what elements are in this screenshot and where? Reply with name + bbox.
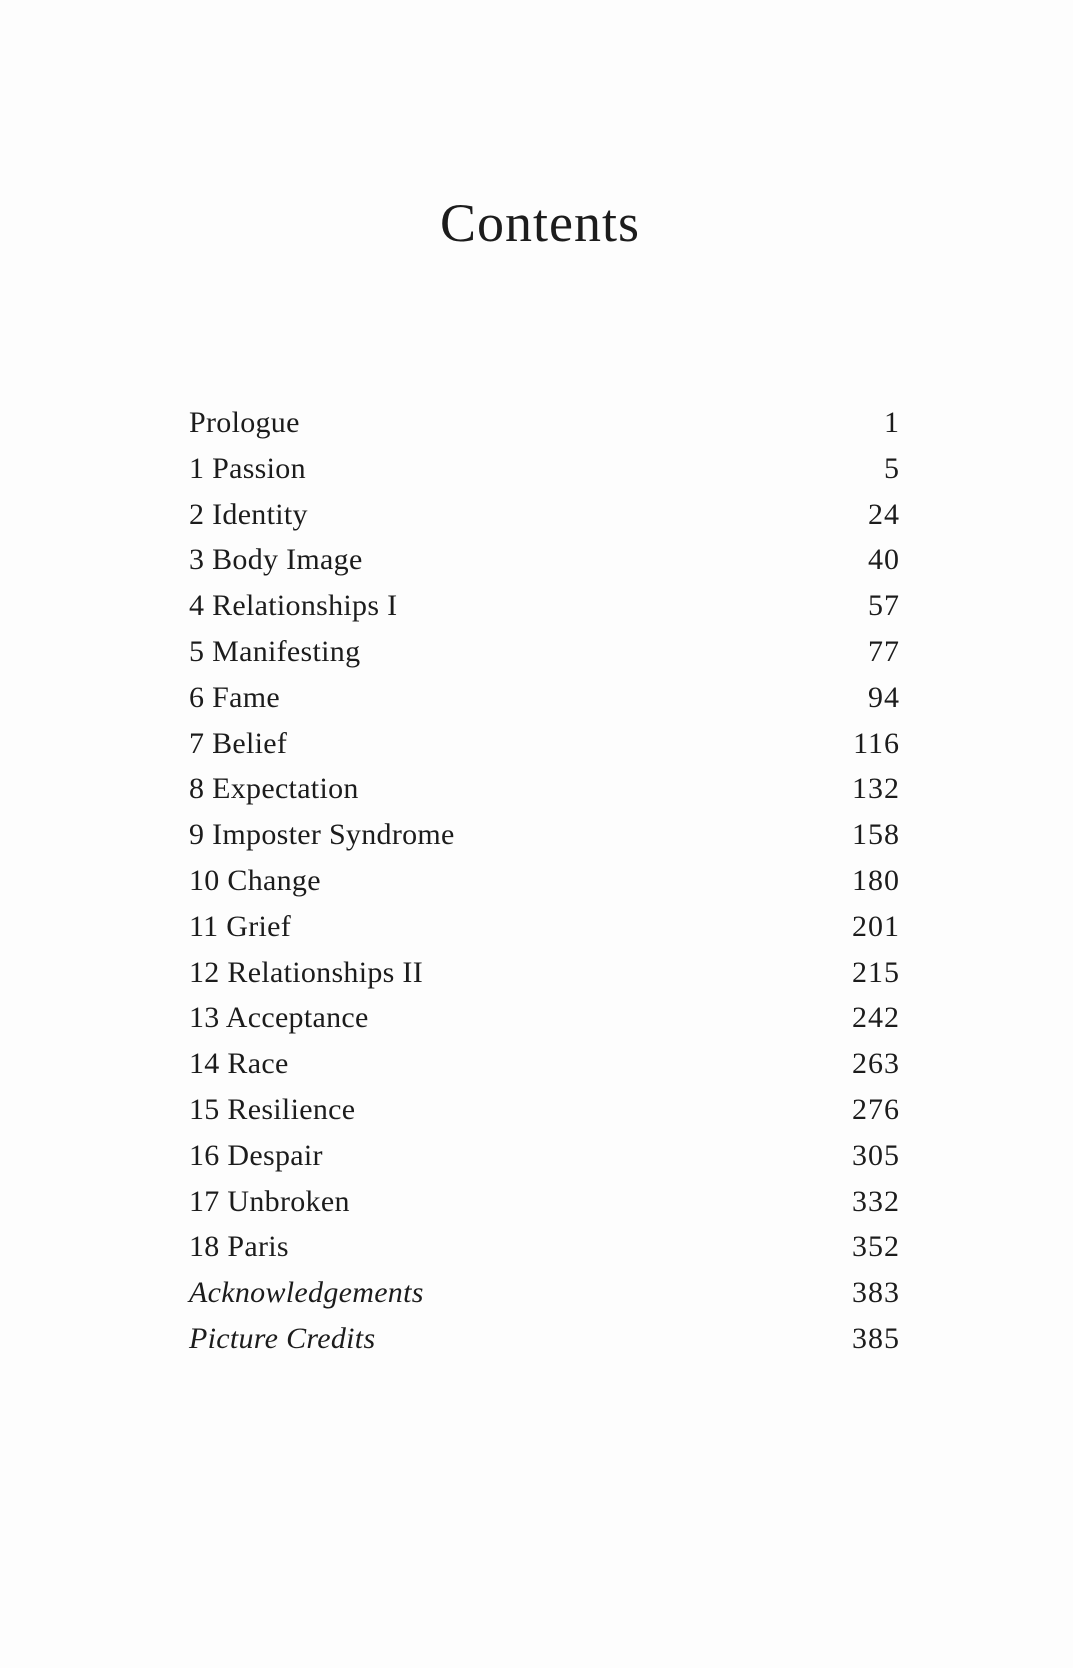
toc-entry-page: 385: [852, 1321, 900, 1355]
toc-entry-page: 77: [868, 634, 900, 668]
toc-entry-page: 383: [852, 1276, 900, 1310]
toc-entry-label: 18 Paris: [189, 1230, 289, 1264]
toc-entry: [189, 446, 900, 492]
toc-entry: [189, 629, 900, 675]
toc-entry-label: Acknowledgements: [189, 1276, 424, 1310]
toc-entry-label: 1 Passion: [189, 451, 306, 485]
toc-entry-page: 180: [852, 863, 900, 897]
toc-entry-label: 12 Relationships II: [189, 955, 424, 989]
toc-entry-page: 332: [852, 1184, 900, 1218]
toc-entry-page: 24: [868, 497, 900, 531]
toc-entry: [189, 904, 900, 950]
toc-entry-label: 9 Imposter Syndrome: [189, 818, 455, 852]
toc-entry-page: 276: [852, 1092, 900, 1126]
toc-entry: [189, 400, 900, 446]
toc-entry: [189, 675, 900, 721]
toc-entry-label: Picture Credits: [189, 1321, 376, 1355]
toc-entry: [189, 1224, 900, 1270]
toc-entry: [189, 492, 900, 538]
toc-entry: [189, 1041, 900, 1087]
toc-entry-label: 13 Acceptance: [189, 1001, 369, 1035]
table-of-contents: [189, 400, 900, 1362]
toc-entry-label: 16 Despair: [189, 1138, 323, 1172]
toc-entry: [189, 995, 900, 1041]
toc-entry: [189, 812, 900, 858]
page-title: Contents: [439, 193, 640, 253]
toc-entry: [189, 950, 900, 996]
toc-entry: [189, 1179, 900, 1225]
toc-entry-label: 10 Change: [189, 863, 321, 897]
toc-entry-label: Prologue: [189, 406, 300, 439]
toc-entry-page: 215: [852, 955, 900, 989]
toc-entry-label: 5 Manifesting: [189, 634, 361, 668]
toc-entry-label: 11 Grief: [189, 909, 292, 943]
toc-entry: [189, 1087, 900, 1133]
toc-entry-page: 201: [852, 909, 900, 943]
toc-entry: [189, 1316, 900, 1362]
toc-entry: [189, 721, 900, 767]
toc-entry: [189, 537, 900, 583]
toc-entry-label: 3 Body Image: [189, 543, 363, 577]
toc-entry-page: 158: [852, 818, 900, 852]
toc-entry-page: 242: [852, 1001, 900, 1035]
toc-entry-label: 17 Unbroken: [189, 1184, 350, 1218]
toc-entry-page: 305: [852, 1138, 900, 1172]
toc-entry-page: 5: [884, 451, 900, 485]
toc-entry-page: 352: [852, 1230, 900, 1264]
toc-entry-page: 116: [853, 726, 900, 760]
toc-entry-label: 7 Belief: [189, 726, 288, 760]
toc-entry-page: 132: [852, 772, 900, 806]
toc-entry: [189, 583, 900, 629]
toc-entry-page: 263: [852, 1047, 900, 1081]
toc-entry-label: 4 Relationships I: [189, 589, 398, 623]
toc-entry-label: 8 Expectation: [189, 772, 359, 806]
toc-entry-label: 6 Fame: [189, 680, 280, 714]
toc-entry-label: 15 Resilience: [189, 1092, 356, 1126]
toc-entry-label: 2 Identity: [189, 497, 308, 531]
toc-entry-page: 1: [884, 406, 900, 439]
toc-entry: [189, 766, 900, 812]
toc-entry-page: 40: [868, 543, 900, 577]
toc-entry-label: 14 Race: [189, 1047, 289, 1081]
toc-entry: [189, 1270, 900, 1316]
toc-entry-page: 57: [868, 589, 900, 623]
toc-entry-page: 94: [868, 680, 900, 714]
toc-entry: [189, 1133, 900, 1179]
toc-entry: [189, 858, 900, 904]
